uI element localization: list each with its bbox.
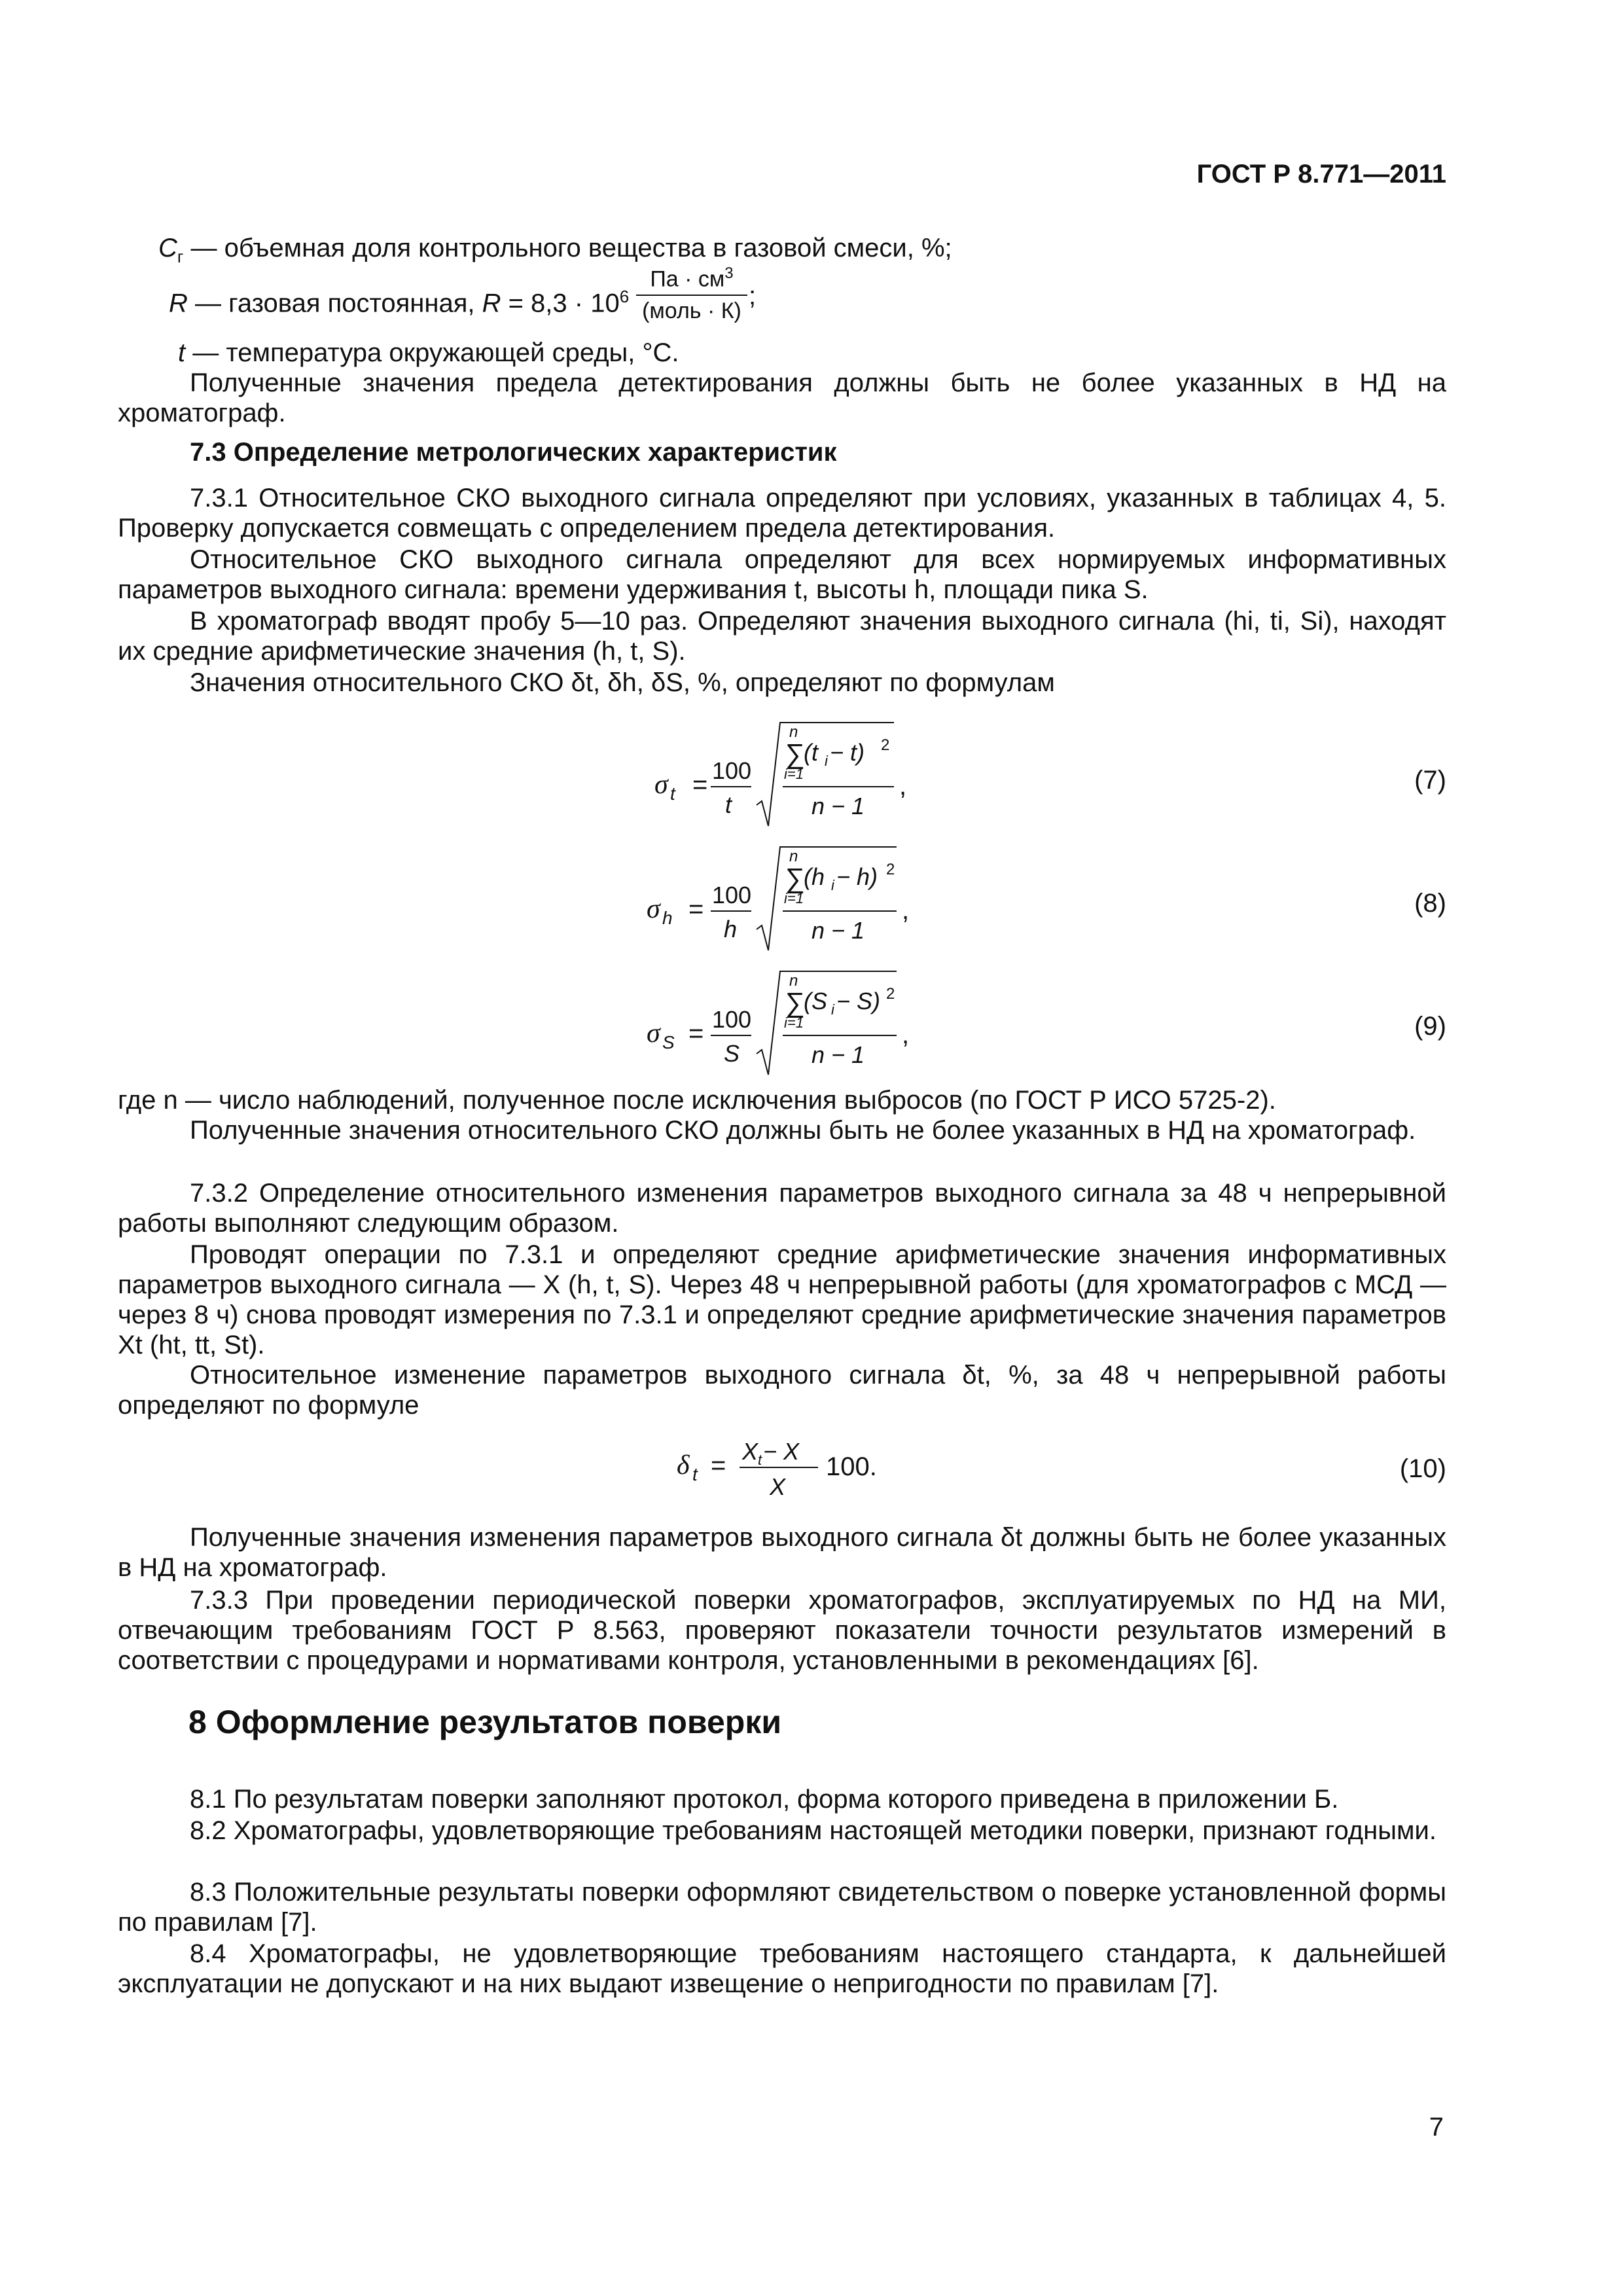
equation-number-8: (8) [1414,889,1446,918]
eq9-sum-top: n [789,972,798,990]
eq8-sum-bot: i=1 [784,890,804,906]
eq10-num-sub: t [758,1452,762,1468]
eq7-term-sub: i [825,753,828,769]
svg-text:∑: ∑ [785,738,805,769]
eq8-term-mid: − h) [836,863,878,890]
equation-9 [628,962,929,1086]
eq10-lhs-sub: t [692,1464,698,1484]
r-unit-denominator: (моль · К) [642,298,741,323]
eq9-term-mid: − S) [836,988,881,1014]
eq7-var: t [725,791,732,818]
paragraph-detect-limit: Полученные значения предела детектирования должны быть не более указанных в НД на хроматограф. [118,368,1446,427]
eq8-term-sub: i [831,877,834,893]
paragraph-7-3-2-result: Полученные значения изменения параметров выходного сигнала δt должны быть не более указанных в НД на хроматограф. [118,1523,1446,1582]
eq7-sum-top: n [789,723,798,741]
eq7-term-mid: − t) [830,739,865,766]
paragraph-8-4: 8.4 Хроматографы, не удовлетворяющие требованиям настоящего стандарта, к дальнейшей эксплуатации не допускают и на них выдают извещение о непригодности по правилам [7]. [118,1939,1446,1998]
paragraph-7-3-1-sample: В хроматограф вводят пробу 5—10 раз. Определяют значения выходного сигнала (hi, ti, Si), находят их средние арифметические значения (h, t, S). [118,607,1446,666]
page-number: 7 [1429,2113,1444,2142]
cg-symbol: C [158,234,177,262]
eq7-coef: 100 [712,757,752,784]
r-eq-symbol: R [482,289,501,318]
eq7-lhs: σ [654,770,668,800]
eq8-var: h [724,916,738,942]
r-unit-num-text: Па · см [650,266,725,292]
eq8-lhs: σ [647,894,660,924]
t-text: — температура окружающей среды, °С. [185,338,679,367]
document-code: ГОСТ Р 8.771—2011 [1196,160,1446,188]
r-value: = 8,3 · 10 [501,289,620,318]
equation-number-10: (10) [1399,1454,1446,1483]
t-symbol: t [178,338,186,367]
eq8-den: n − 1 [812,917,865,944]
eq9-term-sub: i [831,1001,834,1018]
eq10-num: X [742,1438,758,1465]
eq9-lhs-sub: S [662,1032,675,1052]
paragraph-where-n: где n — число наблюдений, полученное после исключения выбросов (по ГОСТ Р ИСО 5725-2). [118,1086,1276,1115]
eq7-den: n − 1 [812,793,865,819]
eq9-term: (S [804,988,827,1014]
eq7-pow: 2 [881,736,890,754]
paragraph-8-2: 8.2 Хроматографы, удовлетворяющие требованиям настоящей методики поверки, признают годными. [190,1816,1436,1845]
eq8-lhs-sub: h [662,908,673,928]
equation-10 [668,1433,903,1512]
paragraph-7-3-2-formula: Относительное изменение параметров выходного сигнала δt, %, за 48 ч непрерывной работы определяют по формуле [118,1361,1446,1420]
paragraph-7-3-1-formulas: Значения относительного СКО δt, δh, δS, %, определяют по формулам [190,668,1055,697]
eq7-lhs-sub: t [670,783,675,804]
eq7-term: (t [804,739,818,766]
r-unit-fraction-bar [636,295,747,296]
r-text: — газовая постоянная, [187,289,482,318]
eq8-coef: 100 [712,882,752,908]
eq10-tail: 100. [826,1452,877,1481]
definition-t [178,338,679,368]
cg-text: — объемная доля контрольного вещества в газовой смеси, %; [183,234,952,262]
eq9-sum-bot: i=1 [784,1014,804,1031]
svg-text:=: = [711,1451,726,1480]
eq8-sum-top: n [789,848,798,865]
paragraph-7-3-1: 7.3.1 Относительное СКО выходного сигнала определяют при условиях, указанных в таблицах 4, 5. Проверку допускается совмещать с определением предела детектирования. [118,484,1446,543]
r-unit-num-exp: 3 [724,264,734,282]
eq7-sum-bot: i=1 [784,766,804,782]
r-tail: ; [749,281,757,310]
eq9-pow: 2 [886,985,895,1003]
definition-cg [158,233,952,272]
r-exponent: 6 [619,287,630,306]
r-symbol: R [169,289,188,318]
equation-number-7: (7) [1414,766,1446,795]
eq9-lhs: σ [647,1018,660,1049]
eq9-tail: , [902,1020,910,1049]
cg-subscript: г [177,247,184,266]
eq9-coef: 100 [712,1006,752,1033]
svg-text:=: = [688,1019,704,1048]
section-heading-7-3: 7.3 Определение метрологических характеристик [190,438,837,467]
eq10-lhs: δ [677,1450,690,1480]
eq7-tail: , [899,772,907,800]
section-heading-8: 8 Оформление результатов поверки [188,1704,782,1740]
paragraph-8-3: 8.3 Положительные результаты поверки оформляют свидетельством о поверке установленной формы по правилам [7]. [118,1878,1446,1937]
definition-r [169,281,629,318]
equation-7 [628,713,929,838]
eq9-den: n − 1 [812,1041,865,1068]
svg-text:=: = [692,770,708,799]
eq9-var: S [724,1040,740,1067]
svg-text:∑: ∑ [785,987,805,1018]
paragraph-7-3-1-params: Относительное СКО выходного сигнала определяют для всех нормируемых информативных параметров выходного сигнала: времени удерживания t, высоты h, площади пика S. [118,545,1446,604]
eq10-num-mid: − X [763,1438,800,1465]
svg-text:∑: ∑ [785,863,805,893]
equation-8 [628,838,929,962]
eq8-pow: 2 [886,861,895,878]
paragraph-7-3-2: 7.3.2 Определение относительного изменения параметров выходного сигнала за 48 ч непрерывной работы выполняют следующим образом. [118,1179,1446,1238]
paragraph-7-3-3: 7.3.3 При проведении периодической поверки хроматографов, эксплуатируемых по НД на МИ, отвечающим требованиям ГОСТ Р 8.563, проверяют показатели точности результатов измерений в соответствии с процедурами и нормативами контроля, установленными в рекомендациях [6]. [118,1586,1446,1675]
paragraph-7-3-2-operations: Проводят операции по 7.3.1 и определяют средние арифметические значения информативных параметров выходного сигнала — X (h, t, S). Через 48 ч непрерывной работы (для хроматографов с МСД — через 8 ч) снова проводят измерения по 7.3.1 и определяют средние арифметические значения параметров Xt (ht, tt, St). [118,1240,1446,1359]
svg-text:=: = [688,895,704,924]
eq10-den: X [770,1473,786,1500]
r-unit-numerator [636,264,747,292]
paragraph-8-1: 8.1 По результатам поверки заполняют протокол, форма которого приведена в приложении Б. [190,1785,1339,1814]
paragraph-sko-result: Полученные значения относительного СКО должны быть не более указанных в НД на хроматограф. [190,1116,1416,1145]
eq8-tail: , [902,896,910,925]
equation-number-9: (9) [1414,1012,1446,1041]
eq8-term: (h [804,863,825,890]
